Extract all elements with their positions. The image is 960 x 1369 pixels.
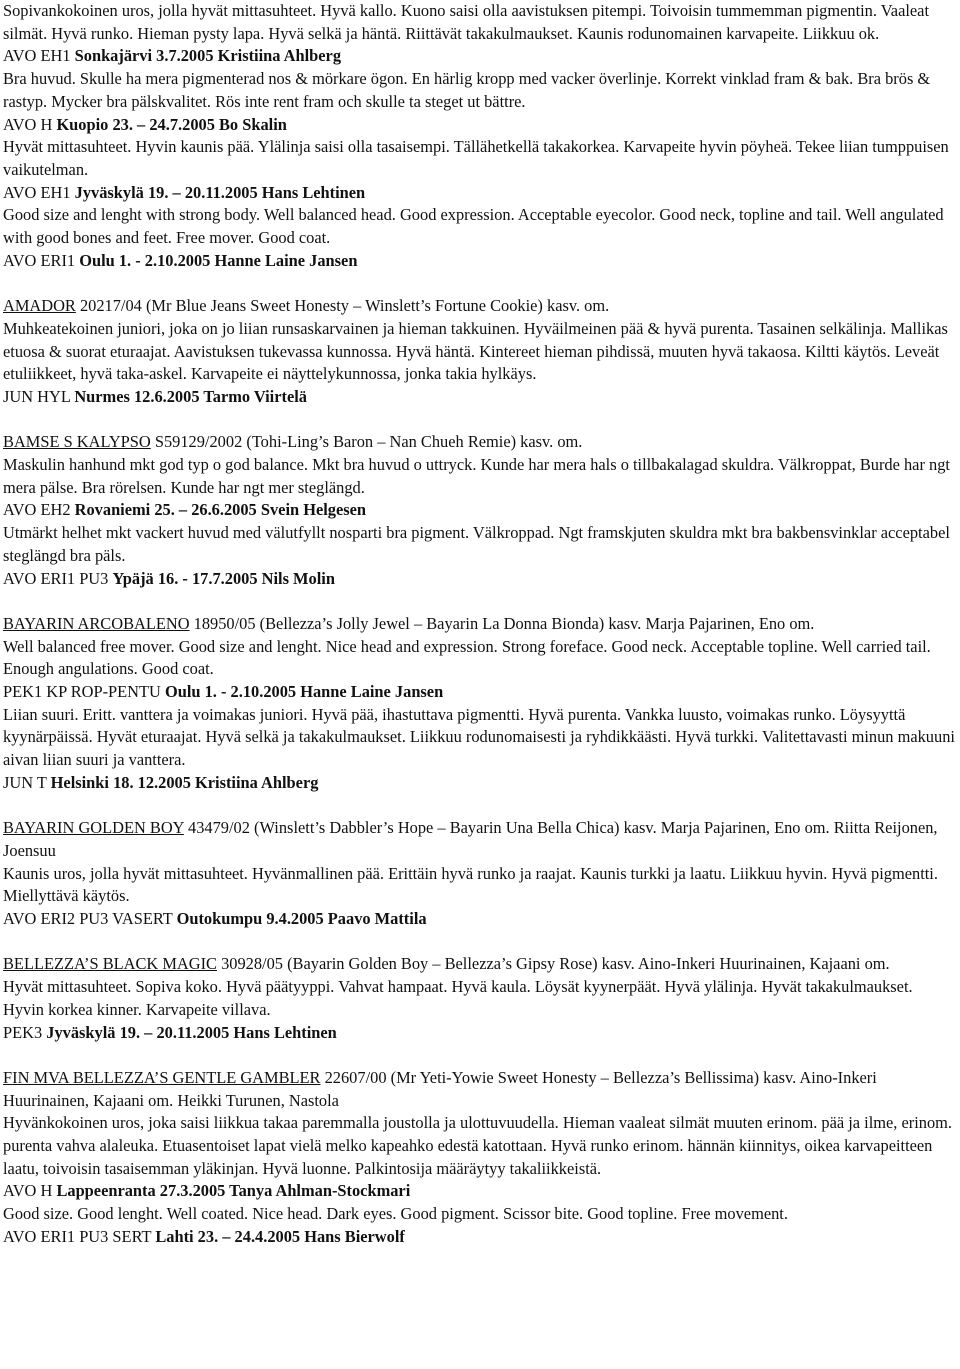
dog-header (3, 431, 957, 454)
spacer (3, 272, 957, 295)
dog-header (3, 953, 957, 976)
show-result (3, 1022, 957, 1045)
show-result (3, 772, 957, 795)
dog-entry-bellezzas-black-magic (3, 953, 957, 1044)
result-prefix: PEK3 (3, 1022, 47, 1042)
result-prefix: PEK1 KP ROP-PENTU (3, 682, 165, 702)
dog-entry-bayarin-arcobaleno (3, 613, 957, 795)
show-result (3, 386, 957, 409)
show-place-judge: Sonkajärvi 3.7.2005 Kristiina Ahlberg (74, 46, 342, 66)
spacer (3, 795, 957, 818)
dog-entry-amador (3, 295, 957, 409)
result-prefix: AVO H (3, 114, 57, 134)
show-result (3, 568, 957, 591)
spacer (3, 931, 957, 954)
dog-entry-bamse-s-kalypso (3, 431, 957, 590)
show-result (3, 1180, 957, 1203)
result-prefix: JUN T (3, 772, 51, 792)
spacer (3, 409, 957, 432)
result-prefix: JUN HYL (3, 386, 75, 406)
critique-text: Hyvät mittasuhteet. Hyvin kaunis pää. Ylälinja saisi olla tasaisempi. Tällähetkellä takakorkea. Karvapeite hyvin pöyheä. Tekee liian tumppuisen vaikutelman. (3, 137, 949, 179)
dog-name: BAMSE S KALYPSO (3, 432, 151, 452)
show-place-judge: Jyväskylä 19. – 20.11.2005 Hans Lehtinen (46, 1022, 337, 1042)
show-result (3, 681, 957, 704)
result-prefix: AVO ERI1 (3, 250, 80, 270)
critique-text: Hyvänkokoinen uros, joka saisi liikkua takaa paremmalla joustolla ja ulottuvuudella. Hieman vaaleat silmät muuten erinom. pää ja ilme, erinom. purenta vahva alaleuka. Etuasentoiset lapat vielä melko kapeahko edestä katottaan. Hyvä runko erinom. hännän kiinnitys, oikea karvapeitteen laatu, toivoisin tasaisemman yläkinjan. Hyvä luonne. Palkintosija määräytyy takaliikkeistä. (3, 1113, 953, 1178)
show-place-judge: Outokumpu 9.4.2005 Paavo Mattila (176, 909, 427, 929)
dog-header (3, 817, 957, 862)
result-prefix: AVO EH2 (3, 500, 75, 520)
spacer (3, 590, 957, 613)
show-result (3, 114, 957, 137)
critique-text: Hyvät mittasuhteet. Sopiva koko. Hyvä päätyyppi. Vahvat hampaat. Hyvä kaula. Löysät kyynerpäät. Hyvä ylälinja. Hyvät takakulmaukset. Hyvin korkea kinner. Karvapeite villava. (3, 977, 913, 1019)
show-result (3, 45, 957, 68)
show-place-judge: Kuopio 23. – 24.7.2005 Bo Skalin (56, 114, 287, 134)
show-result (3, 499, 957, 522)
critique-text: Well balanced free mover. Good size and lenght. Nice head and expression. Strong foreface. Good neck. Acceptable topline. Well carried tail. Enough angulations. Good coat. (3, 636, 931, 679)
dog-info: 20217/04 (Mr Blue Jeans Sweet Honesty – Winslett’s Fortune Cookie) kasv. om. (75, 296, 610, 316)
dog-entry-bellezzas-gentle-gambler (3, 1067, 957, 1249)
show-place-judge: Helsinki 18. 12.2005 Kristiina Ahlberg (50, 772, 319, 792)
result-prefix: AVO H (3, 1181, 57, 1201)
show-place-judge: Lahti 23. – 24.4.2005 Hans Bierwolf (155, 1226, 405, 1246)
dog-name: FIN MVA BELLEZZA’S GENTLE GAMBLER (3, 1067, 321, 1087)
result-prefix: AVO EH1 (3, 182, 75, 202)
dog-entry-bayarin-golden-boy (3, 817, 957, 931)
dog-header (3, 1067, 957, 1112)
show-place-judge: Oulu 1. - 2.10.2005 Hanne Laine Jansen (164, 682, 444, 702)
critique-text: Bra huvud. Skulle ha mera pigmenterad nos & mörkare ögon. En härlig kropp med vacker överlinje. Korrekt vinklad fram & bak. Bra brös & rastyp. Mycker bra pälskvalitet. Rös inte rent fram och skulle ta steget ut bättre. (3, 69, 931, 111)
show-place-judge: Nurmes 12.6.2005 Tarmo Viirtelä (74, 386, 307, 406)
dog-info: 30928/05 (Bayarin Golden Boy – Bellezza’s Gipsy Rose) kasv. Aino-Inkeri Huurinainen, Kajaani om. (216, 954, 890, 974)
dog-info: 22607/00 (Mr Yeti-Yowie Sweet Honesty – Bellezza’s Bellissima) kasv. Aino-Inkeri Huurinainen, Kajaani om. Heikki Turunen, Nastola (3, 1067, 877, 1110)
dog-info: S59129/2002 (Tohi-Ling’s Baron – Nan Chueh Remie) kasv. om. (150, 432, 583, 452)
dog-info: 18950/05 (Bellezza’s Jolly Jewel – Bayarin La Donna Bionda) kasv. Marja Pajarinen, Eno om. (189, 613, 815, 633)
intro-entry (3, 0, 957, 272)
critique-text: Utmärkt helhet mkt vackert huvud med välutfyllt nosparti bra pigment. Välkroppad. Ngt framskjuten skuldra mkt bra bakbensvinklar acceptabel steglängd bra päls. (3, 523, 950, 565)
spacer (3, 1044, 957, 1067)
show-result (3, 908, 957, 931)
show-place-judge: Lappeenranta 27.3.2005 Tanya Ahlman-Stockmari (56, 1181, 411, 1201)
result-prefix: AVO ERI2 PU3 VASERT (3, 909, 177, 929)
dog-name: BAYARIN GOLDEN BOY (3, 818, 184, 838)
show-result (3, 182, 957, 205)
critique-text: Muhkeatekoinen juniori, joka on jo liian runsaskarvainen ja hieman takkuinen. Hyväilmeinen pää & hyvä purenta. Tasainen selkälinja. Mallikas etuosa & suorat eturaajat. Aavistuksen tukevassa kunnossa. Hyvä häntä. Kintereet hieman pihdissä, muuten hyvä takaosa. Kiltti käytös. Leveät etuliikkeet, hyvä taka-askel. Karvapeite ei näyttelykunnossa, jonka takia hylkäys. (3, 318, 948, 384)
critique-text: Good size. Good lenght. Well coated. Nice head. Dark eyes. Good pigment. Scissor bite. Good topline. Free movement. (3, 1204, 788, 1224)
show-result (3, 1226, 957, 1249)
show-result (3, 250, 957, 273)
show-place-judge: Oulu 1. - 2.10.2005 Hanne Laine Jansen (79, 250, 358, 270)
critique-text: Maskulin hanhund mkt god typ o god balance. Mkt bra huvud o uttryck. Kunde har mera hals o tillbakalagad skuldra. Välkroppat, Burde har ngt mera pälse. Bra rörelsen. Kunde har ngt mer steglängd. (3, 455, 950, 497)
dog-name: BELLEZZA’S BLACK MAGIC (3, 954, 217, 974)
result-prefix: AVO EH1 (3, 46, 75, 66)
result-prefix: AVO ERI1 PU3 SERT (3, 1226, 156, 1246)
critique-text: Liian suuri. Eritt. vanttera ja voimakas juniori. Hyvä pää, ihastuttava pigmentti. Hyvä purenta. Vankka luusto, voimakas runko. Löysyyttä kyynärpäissä. Hyvät eturaajat. Hyvä selkä ja takakulmaukset. Liikkuu rodunomaisesti ja ryhdikkäästi. Hyvä turkki. Valitettavasti minun makuuni aivan liian suuri ja vanttera. (3, 704, 955, 770)
dog-name: BAYARIN ARCOBALENO (3, 613, 190, 633)
critique-text: Sopivankokoinen uros, jolla hyvät mittasuhteet. Hyvä kallo. Kuono saisi olla aavistuksen pitempi. Toivoisin tummemman pigmentin. Vaaleat silmät. Hyvä runko. Hieman pysty lapa. Hyvä selkä ja häntä. Riittävät takakulmaukset. Kaunis rodunomainen karvapeite. Liikkuu ok. (3, 1, 930, 43)
dog-name: AMADOR (3, 296, 76, 316)
show-place-judge: Jyväskylä 19. – 20.11.2005 Hans Lehtinen (74, 182, 366, 202)
result-prefix: AVO ERI1 PU3 (3, 568, 113, 588)
critique-text: Kaunis uros, jolla hyvät mittasuhteet. Hyvänmallinen pää. Erittäin hyvä runko ja raajat. Kaunis turkki ja laatu. Liikkuu hyvin. Hyvä pigmentti. Miellyttävä käytös. (3, 863, 938, 906)
show-place-judge: Rovaniemi 25. – 26.6.2005 Svein Helgesen (74, 500, 367, 520)
dog-info: 43479/02 (Winslett’s Dabbler’s Hope – Bayarin Una Bella Chica) kasv. Marja Pajarinen, Eno om. Riitta Reijonen, Joensuu (3, 818, 938, 860)
dog-header (3, 295, 957, 318)
critique-text: Good size and lenght with strong body. Well balanced head. Good expression. Acceptable eyecolor. Good neck, topline and tail. Well angulated with good bones and feet. Free mover. Good coat. (3, 205, 944, 248)
dog-header (3, 613, 957, 636)
show-place-judge: Ypäjä 16. - 17.7.2005 Nils Molin (112, 568, 335, 588)
